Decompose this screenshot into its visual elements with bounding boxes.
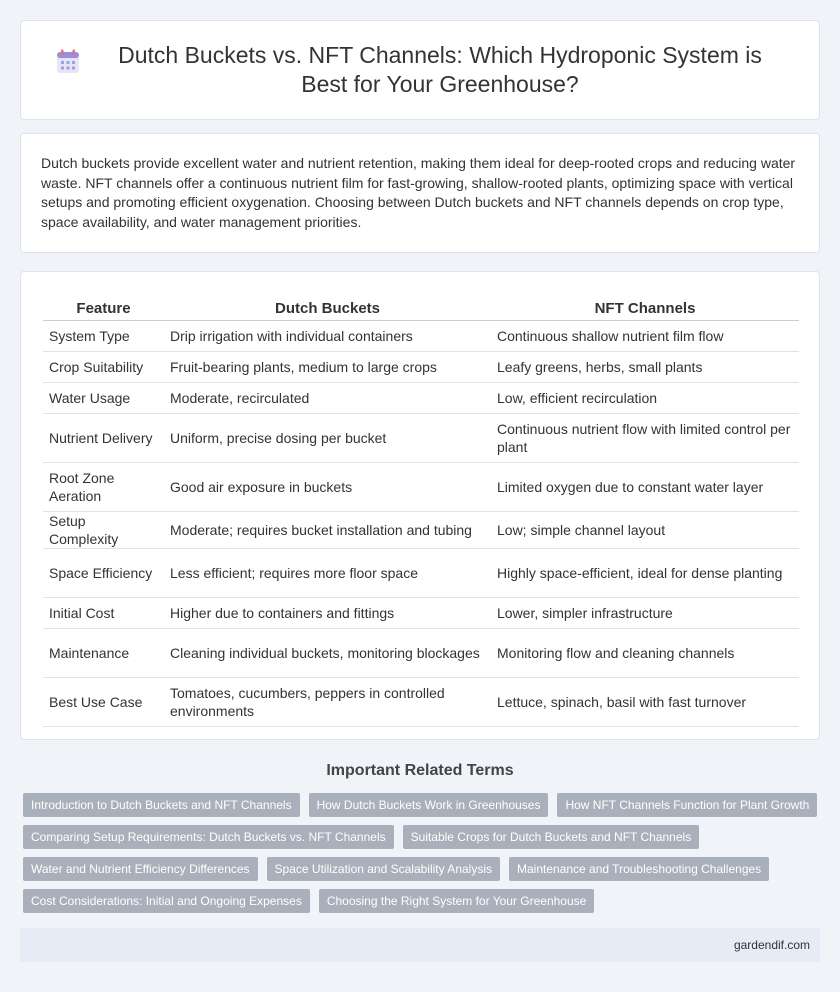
related-term-tag[interactable]: Introduction to Dutch Buckets and NFT Channels [23, 793, 300, 817]
table-row [43, 512, 799, 549]
related-term-tag[interactable]: Water and Nutrient Efficiency Differences [23, 857, 258, 881]
table-cell: Maintenance [43, 629, 164, 678]
intro-card [20, 133, 820, 253]
table-row [43, 383, 799, 414]
table-cell: Highly space-efficient, ideal for dense planting [491, 549, 799, 598]
tag-row [23, 793, 823, 817]
related-term-tag[interactable]: Suitable Crops for Dutch Buckets and NFT Channels [403, 825, 700, 849]
table-row [43, 352, 799, 383]
related-term-tag[interactable]: Comparing Setup Requirements: Dutch Buckets vs. NFT Channels [23, 825, 394, 849]
tag-row [23, 857, 823, 881]
table-cell: Uniform, precise dosing per bucket [164, 414, 491, 463]
column-header-nft-channels: NFT Channels [491, 294, 799, 321]
table-cell: Root Zone Aeration [43, 463, 164, 512]
table-cell: Higher due to containers and fittings [164, 598, 491, 629]
header-card [20, 20, 820, 120]
table-cell: Continuous nutrient flow with limited control per plant [491, 414, 799, 463]
related-terms-title: Important Related Terms [326, 762, 514, 779]
table-header-row [43, 294, 799, 321]
related-term-tag[interactable]: Choosing the Right System for Your Greenhouse [319, 889, 595, 913]
related-term-tag[interactable]: Maintenance and Troubleshooting Challenges [509, 857, 769, 881]
table-cell: Less efficient; requires more floor space [164, 549, 491, 598]
related-term-tag[interactable]: How Dutch Buckets Work in Greenhouses [309, 793, 549, 817]
footer-site-link[interactable]: gardendif.com [733, 938, 810, 952]
table-row [43, 463, 799, 512]
table-cell: Nutrient Delivery [43, 414, 164, 463]
page-title: Dutch Buckets vs. NFT Channels: Which Hydroponic System is Best for Your Greenhouse? [118, 42, 762, 97]
footer [20, 928, 820, 962]
table-cell: Water Usage [43, 383, 164, 414]
intro-paragraph: Dutch buckets provide excellent water and nutrient retention, making them ideal for deep-rooted crops and reducing water waste. NFT channels offer a continuous nutrient film for fast-growing, shallow-rooted plants, optimizing space with vertical setups and promoting efficient oxygenation. Choosing between Dutch buckets and NFT channels depends on crop type, space availability, and water management priorities. [41, 155, 796, 230]
table-cell: Moderate; requires bucket installation and tubing [164, 512, 491, 549]
table-cell: Low; simple channel layout [491, 512, 799, 549]
table-row [43, 321, 799, 352]
table-cell: Limited oxygen due to constant water layer [491, 463, 799, 512]
table-cell: Space Efficiency [43, 549, 164, 598]
column-header-dutch-buckets: Dutch Buckets [164, 294, 491, 321]
table-cell: Best Use Case [43, 678, 164, 727]
comparison-table [43, 294, 799, 727]
column-header-feature: Feature [43, 294, 164, 321]
table-cell: Tomatoes, cucumbers, peppers in controlled environments [164, 678, 491, 727]
table-cell: Moderate, recirculated [164, 383, 491, 414]
table-row [43, 549, 799, 598]
table-cell: Drip irrigation with individual containers [164, 321, 491, 352]
comparison-card [20, 271, 820, 740]
table-cell: Leafy greens, herbs, small plants [491, 352, 799, 383]
calendar-icon [55, 49, 81, 75]
table-row [43, 414, 799, 463]
related-terms-tags [23, 793, 823, 921]
table-cell: Good air exposure in buckets [164, 463, 491, 512]
table-cell: Cleaning individual buckets, monitoring blockages [164, 629, 491, 678]
table-cell: Continuous shallow nutrient film flow [491, 321, 799, 352]
tag-row [23, 889, 823, 913]
table-row [43, 629, 799, 678]
related-term-tag[interactable]: How NFT Channels Function for Plant Growth [557, 793, 817, 817]
table-cell: Low, efficient recirculation [491, 383, 799, 414]
table-cell: Monitoring flow and cleaning channels [491, 629, 799, 678]
table-cell: Crop Suitability [43, 352, 164, 383]
table-cell: Lettuce, spinach, basil with fast turnover [491, 678, 799, 727]
tag-row [23, 825, 823, 849]
table-cell: Initial Cost [43, 598, 164, 629]
table-cell: Setup Complexity [43, 512, 164, 549]
related-term-tag[interactable]: Cost Considerations: Initial and Ongoing Expenses [23, 889, 310, 913]
table-cell: Fruit-bearing plants, medium to large crops [164, 352, 491, 383]
table-row [43, 678, 799, 727]
table-row [43, 598, 799, 629]
related-term-tag[interactable]: Space Utilization and Scalability Analysis [267, 857, 500, 881]
table-cell: Lower, simpler infrastructure [491, 598, 799, 629]
header-inner [55, 41, 785, 99]
table-cell: System Type [43, 321, 164, 352]
